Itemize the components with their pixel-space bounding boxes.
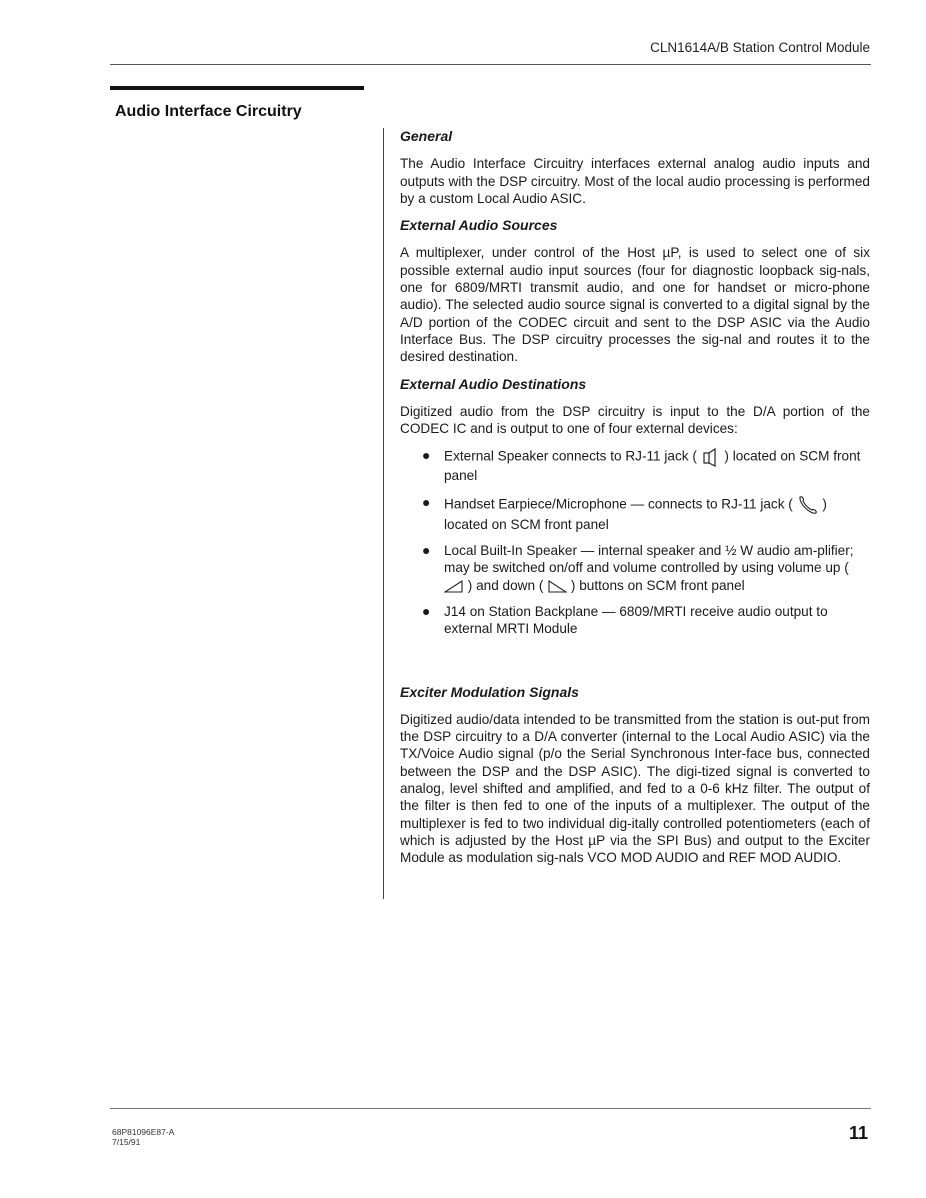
sources-paragraph: A multiplexer, under control of the Host µP, is used to select one of six possible external audio input sources (four for diagnostic loopback sig-nals, one for 6809/MRTI transmit audio, and one for handset or micro-phone audio). The selected audio source signal is converted to a digital signal by the A/D portion of the CODEC circuit and sent to the DSP ASIC via the Audio Interface Bus. The DSP circuitry processes the sig-nal and routes it to the desired destination. (400, 245, 870, 365)
destinations-list (400, 447, 870, 637)
column-divider (383, 128, 384, 899)
destinations-heading: External Audio Destinations (400, 375, 587, 392)
footer-code (112, 1127, 174, 1147)
section-title: Audio Interface Circuitry (115, 103, 302, 120)
destinations-paragraph: Digitized audio from the DSP circuitry is input to the D/A portion of the CODEC IC and is output to one of four external devices: (400, 403, 870, 437)
header-rule (110, 64, 871, 65)
header-title: CLN1614A/B Station Control Module (650, 40, 870, 55)
list-item: ● Local Built-In Speaker — internal speaker and ½ W audio am-plifier; may be switched on/off and volume controlled by using volume up ( ) and down ( ) buttons on SCM front panel (422, 542, 854, 593)
spacer (400, 648, 870, 684)
list-item: ● External Speaker connects to RJ-11 jack ( ) located on SCM front panel (422, 447, 861, 484)
exciter-paragraph: Digitized audio/data intended to be transmitted from the station is out-put from the DSP circuitry to a D/A converter (internal to the Local Audio ASIC) via the TX/Voice Audio signal (p/o the Serial Synchronous Inter-face bus, connected between the DSP and the DSP ASIC). The digi-tized signal is converted to analog, level shifted and amplified, and fed to a 0-6 kHz filter. The output of the filter is then fed to one of the inputs of a multiplexer. The output of the multiplexer is fed to two individual dig-itally controlled potentiometers (each of which is adjusted by the Host µP via the SPI Bus) and output to the Exciter Module as modulation sig-nals VCO MOD AUDIO and REF MOD AUDIO. (400, 711, 870, 866)
speaker-icon (701, 447, 721, 467)
footer-rule (110, 1108, 871, 1109)
exciter-heading: Exciter Modulation Signals (400, 683, 579, 700)
doc-date: 7/15/91 (112, 1137, 141, 1147)
general-heading: General (400, 128, 453, 144)
sources-heading: External Audio Sources (400, 217, 558, 234)
bullet: ● (422, 602, 431, 619)
page-number: 11 (848, 1123, 868, 1143)
bullet: ● (422, 542, 431, 559)
list-item: ● Handset Earpiece/Microphone — connects to RJ-11 jack ( ) located on SCM front panel (422, 493, 827, 532)
doc-number: 68P81096E87-A (112, 1127, 175, 1137)
volume-up-icon (444, 579, 464, 593)
bullet: ● (422, 447, 431, 464)
list-item: ● J14 on Station Backplane — 6809/MRTI receive audio output to external MRTI Module (422, 602, 828, 637)
body-column (400, 128, 870, 877)
volume-down-icon (547, 579, 567, 593)
handset-icon (797, 494, 819, 516)
bullet: ● (422, 493, 431, 510)
general-paragraph: The Audio Interface Circuitry interfaces external analog audio inputs and outputs with the DSP circuitry. Most of the local audio processing is performed by a custom Local Audio ASIC. (400, 156, 870, 206)
section-bar (110, 86, 364, 90)
